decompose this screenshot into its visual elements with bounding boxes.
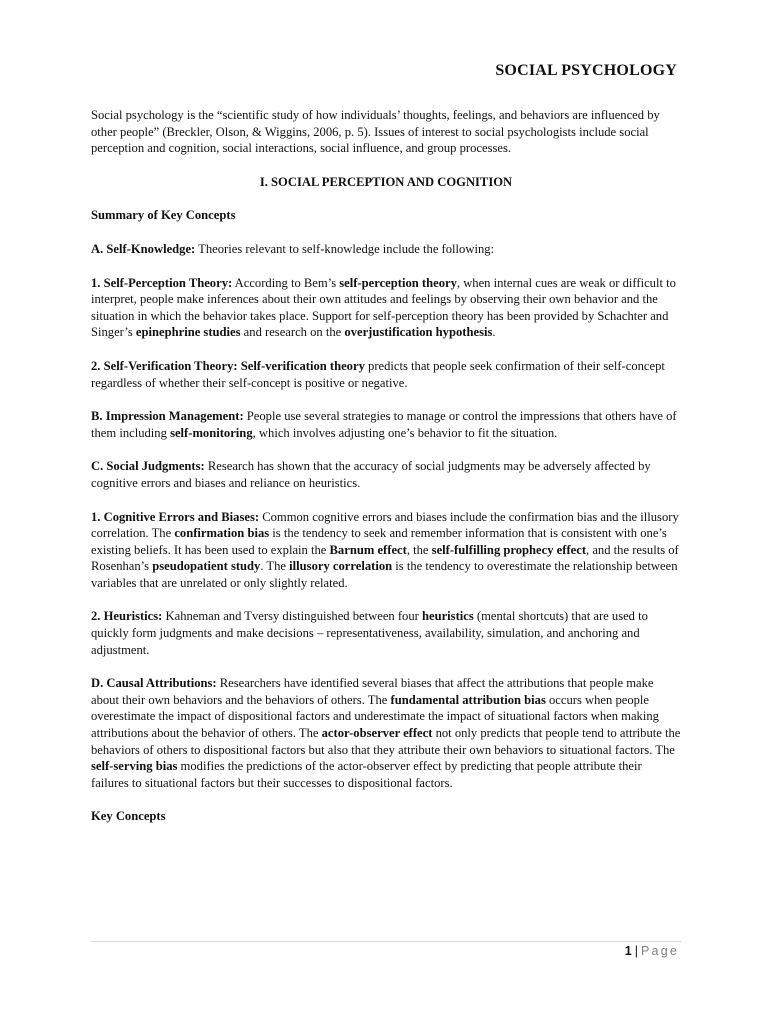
- term-self-serving-bias: self-serving bias: [91, 759, 178, 774]
- cognitive-errors-text: . The: [260, 559, 290, 574]
- social-judgments-text: Research has shown that the accuracy of social judgments may be adversely affected by cognitive errors and biases and reliance on heuristics.: [91, 459, 651, 490]
- summary-heading: Summary of Key Concepts: [91, 208, 236, 223]
- heuristics-text: (mental shortcuts) that are used to quickly form judgments and make decisions – representativeness, availability, simulation, and anchoring and adjustment.: [91, 609, 648, 657]
- self-perception-text: , when internal cues are weak or difficult to interpret, people make inferences about their own attitudes and feelings by observing their own behavior and the situation in which the behavior takes place. Support for self-perception theory has been provided by Schachter and Singer’s: [91, 275, 676, 340]
- section-heading: I. SOCIAL PERCEPTION AND COGNITION: [259, 174, 513, 189]
- term-self-fulfilling-prophecy: self-fulfilling prophecy effect: [431, 542, 587, 557]
- term-fundamental-attribution-bias: fundamental attribution bias: [390, 692, 546, 707]
- causal-attributions-text: occurs when people overestimate the impact of dispositional factors and underestimate the impact of situational factors when making attributions about the behavior of others. The: [91, 692, 659, 741]
- term-epinephrine-studies: epinephrine studies: [135, 325, 241, 340]
- key-concepts-heading: Key Concepts: [91, 809, 166, 824]
- heuristics-text: Kahneman and Tversy distinguished between four: [162, 609, 422, 624]
- self-perception-text: According to Bem’s: [232, 275, 340, 290]
- self-verification-text: predicts that people seek confirmation of their self-concept regardless of whether their self-concept is positive or negative.: [91, 358, 665, 390]
- self-perception-paragraph: [91, 275, 681, 341]
- footer-separator: |: [634, 944, 638, 958]
- impression-management-paragraph: [91, 408, 681, 441]
- term-heuristics: heuristics: [421, 609, 474, 624]
- self-knowledge-label: A. Self-Knowledge:: [91, 241, 196, 256]
- term-self-perception-theory: self-perception theory: [339, 275, 457, 290]
- intro-paragraph: Social psychology is the “scientific study of how individuals’ thoughts, feelings, and behaviors are influenced by other people” (Breckler, Olson, & Wiggins, 2006, p. 5). Issues of interest to social psychologists include social perception and cognition, social interactions, social influence, and group processes.: [91, 108, 660, 156]
- causal-attributions-text: not only predicts that people tend to attribute the behaviors of others to dispositional factors but also that they attribute their own behaviors to situational factors. The: [91, 726, 681, 757]
- term-confirmation-bias: confirmation bias: [174, 526, 270, 541]
- cognitive-errors-text: is the tendency to overestimate the relationship between variables that are unrelated or only slightly related.: [91, 559, 678, 590]
- cognitive-errors-paragraph: [91, 509, 681, 592]
- term-pseudopatient-study: pseudopatient study: [152, 559, 261, 574]
- impression-management-label: B. Impression Management:: [91, 409, 244, 424]
- causal-attributions-paragraph: [91, 675, 681, 791]
- footer-divider: [91, 941, 681, 942]
- self-perception-text: .: [492, 325, 496, 340]
- impression-management-text: , which involves adjusting one’s behavior to fit the situation.: [252, 425, 558, 440]
- cognitive-errors-text: , the: [406, 542, 432, 557]
- page-footer: [625, 944, 679, 958]
- causal-attributions-text: modifies the predictions of the actor-observer effect by predicting that people attribute their failures to situational factors but their successes to dispositional factors.: [91, 759, 642, 790]
- term-illusory-correlation: illusory correlation: [289, 559, 393, 574]
- term-overjustification-hypothesis: overjustification hypothesis: [344, 325, 493, 340]
- causal-attributions-text: Researchers have identified several biases that affect the attributions that people make about their own behaviors and the behaviors of others. The: [91, 676, 654, 707]
- heuristics-label: 2. Heuristics:: [91, 609, 163, 624]
- heuristics-paragraph: [91, 608, 681, 658]
- document-body: [91, 107, 681, 842]
- term-barnum-effect: Barnum effect: [329, 542, 407, 557]
- term-self-verification-theory: Self-verification theory: [240, 358, 365, 373]
- cognitive-errors-label: 1. Cognitive Errors and Biases:: [91, 509, 260, 524]
- social-judgments-label: C. Social Judgments:: [91, 459, 205, 474]
- causal-attributions-label: D. Causal Attributions:: [91, 676, 217, 691]
- term-actor-observer-effect: actor-observer effect: [321, 726, 433, 741]
- cognitive-errors-text: Common cognitive errors and biases include the confirmation bias and the illusory correlation. The: [91, 509, 679, 541]
- document-title: SOCIAL PSYCHOLOGY: [495, 62, 677, 79]
- page-number: 1: [624, 944, 632, 958]
- self-knowledge-text: Theories relevant to self-knowledge include the following:: [195, 241, 495, 256]
- self-perception-text: and research on the: [240, 325, 345, 340]
- page-label: Page: [641, 944, 679, 958]
- self-knowledge-paragraph: [91, 241, 681, 258]
- cognitive-errors-text: , and the results of Rosenhan’s: [91, 542, 679, 574]
- self-verification-paragraph: [91, 358, 681, 391]
- cognitive-errors-text: is the tendency to seek and remember information that is consistent with one’s existing beliefs. It has been used to explain the: [91, 526, 667, 557]
- term-self-monitoring: self-monitoring: [170, 425, 253, 440]
- self-verification-label: 2. Self-Verification Theory:: [91, 358, 238, 373]
- self-perception-label: 1. Self-Perception Theory:: [91, 275, 233, 290]
- social-judgments-paragraph: [91, 458, 681, 491]
- impression-management-text: People use several strategies to manage or control the impressions that others have of them including: [91, 409, 677, 440]
